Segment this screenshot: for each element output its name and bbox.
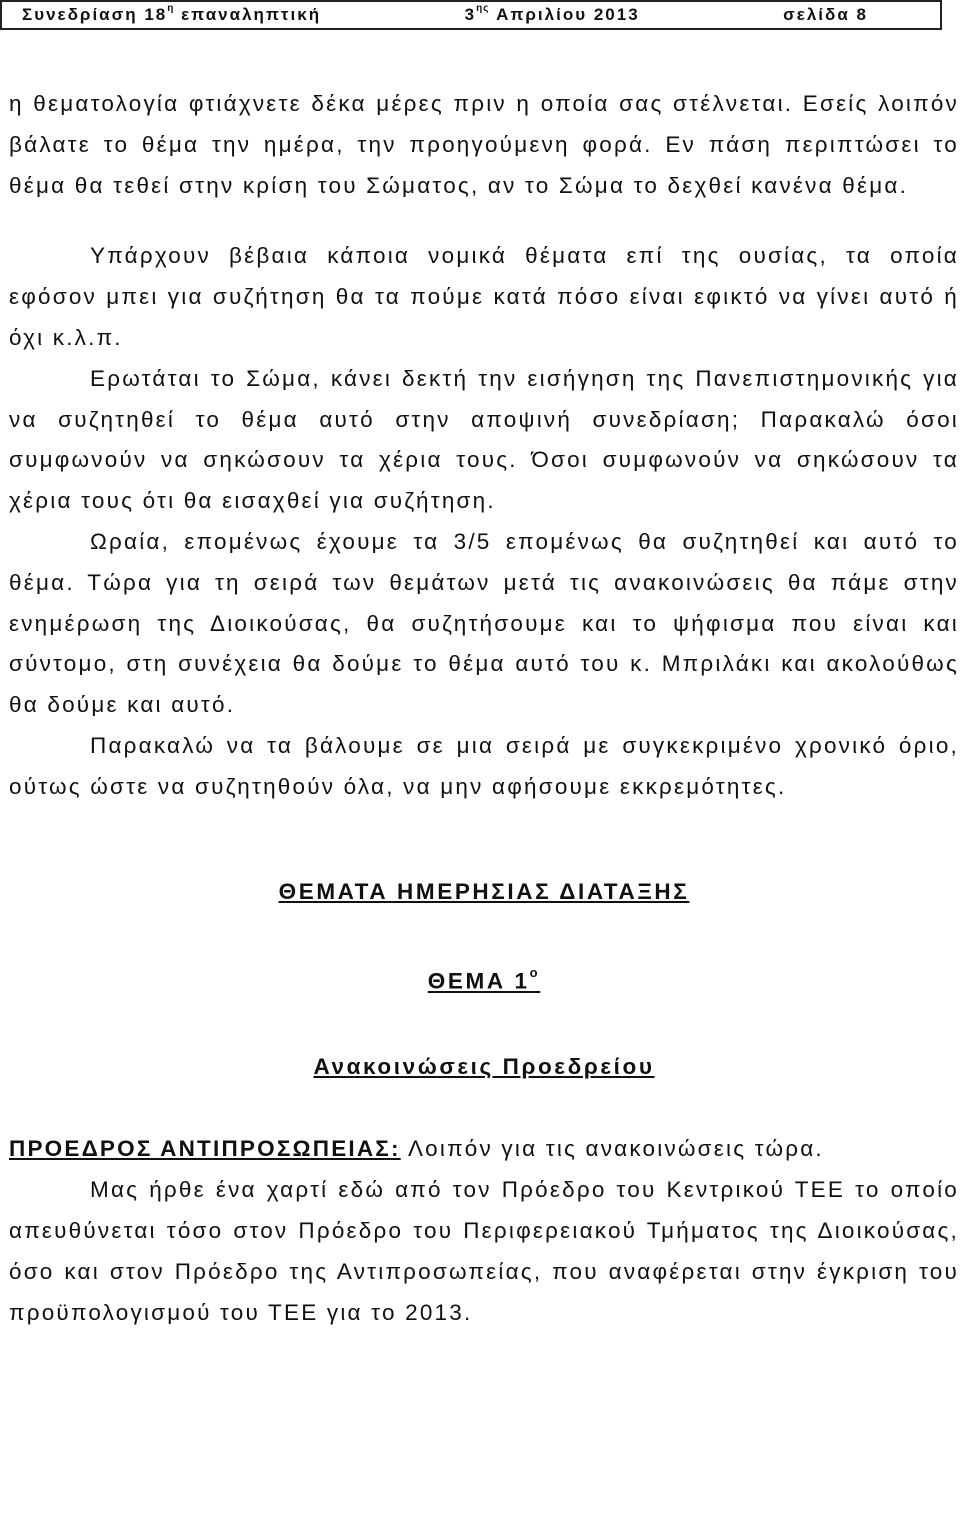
date-ordinal-sup: ης xyxy=(476,3,490,15)
speaker-paragraph xyxy=(9,1129,959,1170)
date-day: 3 xyxy=(464,5,477,24)
session-info xyxy=(22,5,321,25)
session-type: επαναληπτική xyxy=(181,5,322,24)
document-body xyxy=(9,84,959,1333)
agenda-heading: ΘΕΜΑΤΑ ΗΜΕΡΗΣΙΑΣ ΔΙΑΤΑΞΗΣ xyxy=(278,878,690,904)
announcements-heading: Ανακοινώσεις Προεδρείου xyxy=(313,1053,655,1079)
theme-heading xyxy=(9,956,959,1002)
paragraph-4: Ωραία, επομένως έχουμε τα 3/5 επομένως θα συζητηθεί και αυτό το θέμα. Τώρα για τη σειρά των θεμάτων μετά τις ανακοινώσεις θα πάμε στην ενημέρωση της Διοικούσας, θα συζητήσουμε και το ψήφισμα που είναι και σύντομο, στη συνέχεια θα δούμε το θέμα αυτό του κ. Μπριλάκι και ακολούθως θα δούμε και αυτό. xyxy=(9,528,959,718)
theme-heading-text: ΘΕΜΑ 1 xyxy=(427,968,530,994)
session-number: Συνεδρίαση 18 xyxy=(22,5,168,24)
paragraph-2: Υπάρχουν βέβαια κάποια νομικά θέματα επί της ουσίας, τα οποία εφόσον μπει για συζήτηση θα τα πούμε κατά πόσο είναι εφικτό να γίνει αυτό ή όχι κ.λ.π. xyxy=(9,243,959,350)
paragraph-5: Παρακαλώ να τα βάλουμε σε μια σειρά με συγκεκριμένο χρονικό όριο, ούτως ώστε να συζητηθούν όλα, να μην αφήσουμε εκκρεμότητες. xyxy=(9,732,959,799)
paragraph-6: Μας ήρθε ένα χαρτί εδώ από τον Πρόεδρο του Κεντρικού ΤΕΕ το οποίο απευθύνεται τόσο στον Πρόεδρο του Περιφερειακού Τμήματος της Διοικούσας, όσο και στον Πρόεδρο της Αντιπροσωπείας, που αναφέρεται στην έγκριση του προϋπολογισμού του ΤΕΕ για το 2013. xyxy=(9,1177,959,1325)
theme-heading-sup: ο xyxy=(529,965,541,981)
paragraph-1: η θεματολογία φτιάχνετε δέκα μέρες πριν η οποία σας στέλνεται. Εσείς λοιπόν βάλατε το θέμα την ημέρα, την προηγούμενη φορά. Εν πάση περιπτώσει το θέμα θα τεθεί στην κρίση του Σώματος, αν το Σώμα το δεχθεί κανένα θέμα. xyxy=(9,91,959,198)
speaker-text: Λοιπόν για τις ανακοινώσεις τώρα. xyxy=(407,1136,824,1162)
page-number: σελίδα 8 xyxy=(783,5,868,24)
page-header xyxy=(0,0,942,30)
session-ordinal-sup: η xyxy=(167,3,175,15)
paragraph-3: Ερωτάται το Σώμα, κάνει δεκτή την εισήγηση της Πανεπιστημονικής για να συζητηθεί το θέμα αυτό στην αποψινή συνεδρίαση; Παρακαλώ όσοι συμφωνούν να σηκώσουν τα χέρια τους. Όσοι συμφωνούν να σηκώσουν τα χέρια τους ότι θα εισαχθεί για συζήτηση. xyxy=(9,365,959,514)
session-date xyxy=(465,5,640,25)
speaker-label: ΠΡΟΕΔΡΟΣ ΑΝΤΙΠΡΟΣΩΠΕΙΑΣ: xyxy=(9,1136,401,1162)
date-month-year: Απριλίου 2013 xyxy=(496,5,640,24)
